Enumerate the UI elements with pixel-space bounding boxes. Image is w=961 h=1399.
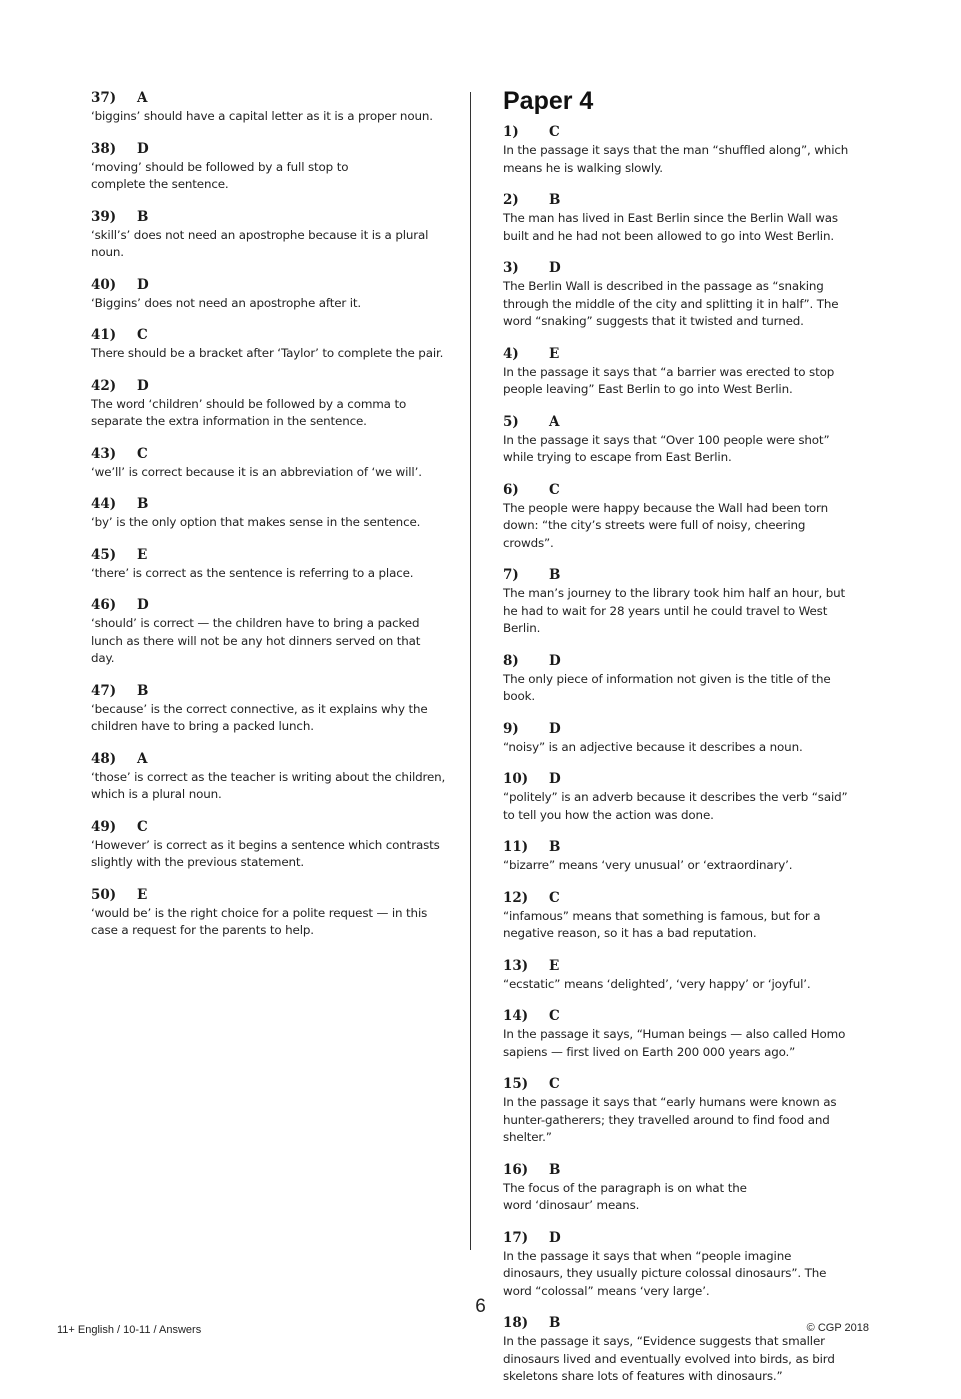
answer-item (503, 956, 853, 994)
question-number: 8) (503, 652, 519, 669)
left-answers-column (91, 88, 447, 953)
answer-item (91, 545, 447, 583)
answer-letter: C (137, 327, 148, 343)
answer-letter: E (137, 886, 148, 903)
answer-item (503, 565, 853, 638)
answer-explanation: “bizarre” means ‘very unusual’ or ‘extraordinary’. (503, 858, 793, 872)
answer-letter: D (137, 377, 149, 394)
question-number: 41) (91, 327, 117, 343)
answer-letter: E (549, 345, 560, 362)
answer-explanation: In the passage it says, “Human beings — also called Homo sapiens — first lived on Earth 200 000 years ago.” (503, 1027, 846, 1059)
question-number: 6) (503, 481, 519, 498)
question-number: 13) (503, 957, 529, 974)
question-number: 49) (91, 818, 117, 835)
question-number: 3) (503, 260, 519, 276)
answer-letter: C (549, 1076, 560, 1092)
question-number: 16) (503, 1161, 529, 1178)
question-number: 38) (91, 140, 117, 157)
question-number: 42) (91, 377, 117, 394)
question-number: 10) (503, 771, 529, 787)
answer-explanation: ‘skill’s’ does not need an apostrophe because it is a plural noun. (91, 227, 429, 259)
answer-letter: B (137, 496, 149, 512)
answer-item (91, 376, 447, 431)
answer-item (91, 681, 447, 736)
answer-explanation: The people were happy because the Wall had been torn down: “the city’s streets were full of noisy, cheering crowds”. (503, 500, 828, 550)
question-number: 4) (503, 345, 519, 362)
answer-letter: D (137, 140, 149, 157)
question-number: 2) (503, 192, 519, 208)
answer-item (91, 749, 447, 804)
answer-letter: D (137, 597, 149, 613)
answer-explanation: In the passage it says that “a barrier was erected to stop people leaving” East Berlin to go into West Berlin. (503, 364, 835, 396)
answer-item (91, 139, 447, 194)
answer-letter: A (137, 750, 148, 767)
question-number: 12) (503, 889, 529, 906)
answer-explanation: The Berlin Wall is described in the passage as “snaking through the middle of the city and splitting it in half”. The word “snaking” suggests that it twisted and turned. (503, 279, 839, 328)
answer-explanation: “infamous” means that something is famous, but for a negative reason, so it has a bad reputation. (503, 908, 821, 940)
answer-letter: B (137, 682, 149, 699)
answer-letter: C (549, 124, 560, 140)
answer-item (503, 190, 853, 245)
question-number: 37) (91, 90, 117, 106)
answer-item (503, 888, 853, 943)
answer-item (91, 325, 447, 363)
question-number: 1) (503, 124, 519, 140)
question-number: 46) (91, 597, 117, 613)
answer-letter: D (549, 771, 561, 787)
answer-explanation: ‘moving’ should be followed by a full stop to complete the sentence. (91, 159, 349, 191)
answer-explanation: In the passage it says that when “people imagine dinosaurs, they usually picture colossal dinosaurs”. The word “colossal” means ‘very large’. (503, 1248, 827, 1298)
answer-letter: A (549, 413, 560, 430)
answer-explanation: “noisy” is an adjective because it describes a noun. (503, 739, 803, 754)
answer-explanation: The only piece of information not given is the title of the book. (503, 671, 831, 703)
answer-letter: E (549, 957, 560, 974)
question-number: 44) (91, 496, 117, 512)
question-number: 11) (503, 839, 529, 855)
answer-letter: D (549, 1229, 561, 1246)
answer-explanation: ‘those’ is correct as the teacher is writing about the children, which is a plural noun. (91, 769, 446, 801)
answer-item (91, 885, 447, 940)
paper-title: Paper 4 (503, 87, 594, 115)
answer-explanation: ‘biggins’ should have a capital letter as it is a proper noun. (91, 109, 433, 123)
answer-item (91, 207, 447, 262)
answer-item (503, 1313, 853, 1386)
footer-copyright: © CGP 2018 (806, 1322, 869, 1334)
question-number: 15) (503, 1076, 529, 1092)
answer-explanation: There should be a bracket after ‘Taylor’ to complete the pair. (91, 346, 444, 360)
answer-item (503, 837, 853, 875)
answer-explanation: ‘we’ll’ is correct because it is an abbreviation of ‘we will’. (91, 464, 422, 479)
answer-letter: C (549, 889, 560, 906)
question-number: 18) (503, 1315, 529, 1331)
answer-explanation: “politely” is an adverb because it describes the verb “said” to tell you how the action was done. (503, 790, 848, 822)
answer-item (503, 1160, 853, 1215)
answer-item (91, 275, 447, 313)
answer-explanation: ‘because’ is the correct connective, as it explains why the children have to bring a packed lunch. (91, 701, 428, 733)
question-number: 9) (503, 720, 519, 737)
answer-explanation: ‘would be’ is the right choice for a polite request — in this case a request for the parents to help. (91, 905, 428, 937)
answer-letter: D (549, 260, 561, 276)
answer-explanation: The man has lived in East Berlin since the Berlin Wall was built and he had not been allowed to go into West Berlin. (503, 211, 838, 243)
answer-item (503, 480, 853, 553)
answer-item (503, 1006, 853, 1061)
answer-letter: B (549, 192, 561, 208)
answer-item (503, 1074, 853, 1147)
page-number: 6 (475, 1296, 486, 1317)
question-number: 47) (91, 682, 117, 699)
column-divider (470, 92, 471, 1250)
footer-book-title: 11+ English / 10-11 / Answers (57, 1324, 202, 1336)
answer-explanation: In the passage it says that “early humans were known as hunter-gatherers; they travelled around to find food and shelter.” (503, 1095, 837, 1144)
question-number: 5) (503, 413, 519, 430)
question-number: 50) (91, 886, 117, 903)
answer-explanation: ‘However’ is correct as it begins a sentence which contrasts slightly with the previous statement. (91, 837, 440, 869)
answer-explanation: “ecstatic” means ‘delighted’, ‘very happy’ or ‘joyful’. (503, 976, 811, 991)
answer-letter: D (549, 720, 561, 737)
question-number: 14) (503, 1008, 529, 1024)
answer-letter: E (137, 546, 148, 563)
answer-explanation: ‘there’ is correct as the sentence is referring to a place. (91, 565, 414, 580)
answer-item (503, 122, 853, 177)
answer-letter: A (137, 90, 148, 106)
answer-item (503, 344, 853, 399)
question-number: 17) (503, 1229, 529, 1246)
right-answers-column (503, 88, 853, 1399)
answer-item (91, 444, 447, 482)
question-number: 39) (91, 208, 117, 225)
answer-letter: D (137, 276, 149, 293)
answer-explanation: ‘by’ is the only option that makes sense in the sentence. (91, 515, 421, 529)
answer-item (503, 769, 853, 824)
answer-item (503, 1228, 853, 1301)
question-number: 43) (91, 445, 117, 462)
answer-letter: B (549, 1315, 561, 1331)
answer-explanation: In the passage it says, “Evidence suggests that smaller dinosaurs lived and eventually evolved into birds, as bird skeletons share lots of features with dinosaurs.” (503, 1334, 835, 1383)
answer-letter: D (549, 652, 561, 669)
answer-letter: C (549, 481, 560, 498)
answer-explanation: In the passage it says that “Over 100 people were shot” while trying to escape from East Berlin. (503, 432, 830, 464)
answer-item (503, 651, 853, 706)
answer-item (503, 719, 853, 757)
answer-item (91, 494, 447, 532)
answer-explanation: In the passage it says that the man “shuffled along”, which means he is walking slowly. (503, 143, 849, 175)
question-number: 7) (503, 567, 519, 583)
answer-explanation: ‘Biggins’ does not need an apostrophe after it. (91, 295, 362, 310)
answer-item (91, 88, 447, 126)
answer-explanation: The word ‘children’ should be followed by a comma to separate the extra information in the sentence. (91, 396, 407, 428)
question-number: 45) (91, 546, 117, 563)
question-number: 48) (91, 750, 117, 767)
answer-item (503, 258, 853, 331)
answer-letter: C (549, 1008, 560, 1024)
answer-item (91, 817, 447, 872)
answer-letter: B (549, 567, 561, 583)
answer-explanation: The man’s journey to the library took him half an hour, but he had to wait for 28 years until he could travel to West Berlin. (503, 586, 846, 635)
answer-letter: B (137, 208, 149, 225)
question-number: 40) (91, 276, 117, 293)
answer-letter: B (549, 839, 561, 855)
answer-explanation: ‘should’ is correct — the children have to bring a packed lunch as there will not be any hot dinners served on that day. (91, 616, 421, 665)
answer-explanation: The focus of the paragraph is on what the word ‘dinosaur’ means. (503, 1180, 747, 1212)
answer-letter: C (137, 818, 148, 835)
answer-letter: B (549, 1161, 561, 1178)
answer-item (503, 412, 853, 467)
answer-item (91, 595, 447, 668)
answer-letter: C (137, 445, 148, 462)
